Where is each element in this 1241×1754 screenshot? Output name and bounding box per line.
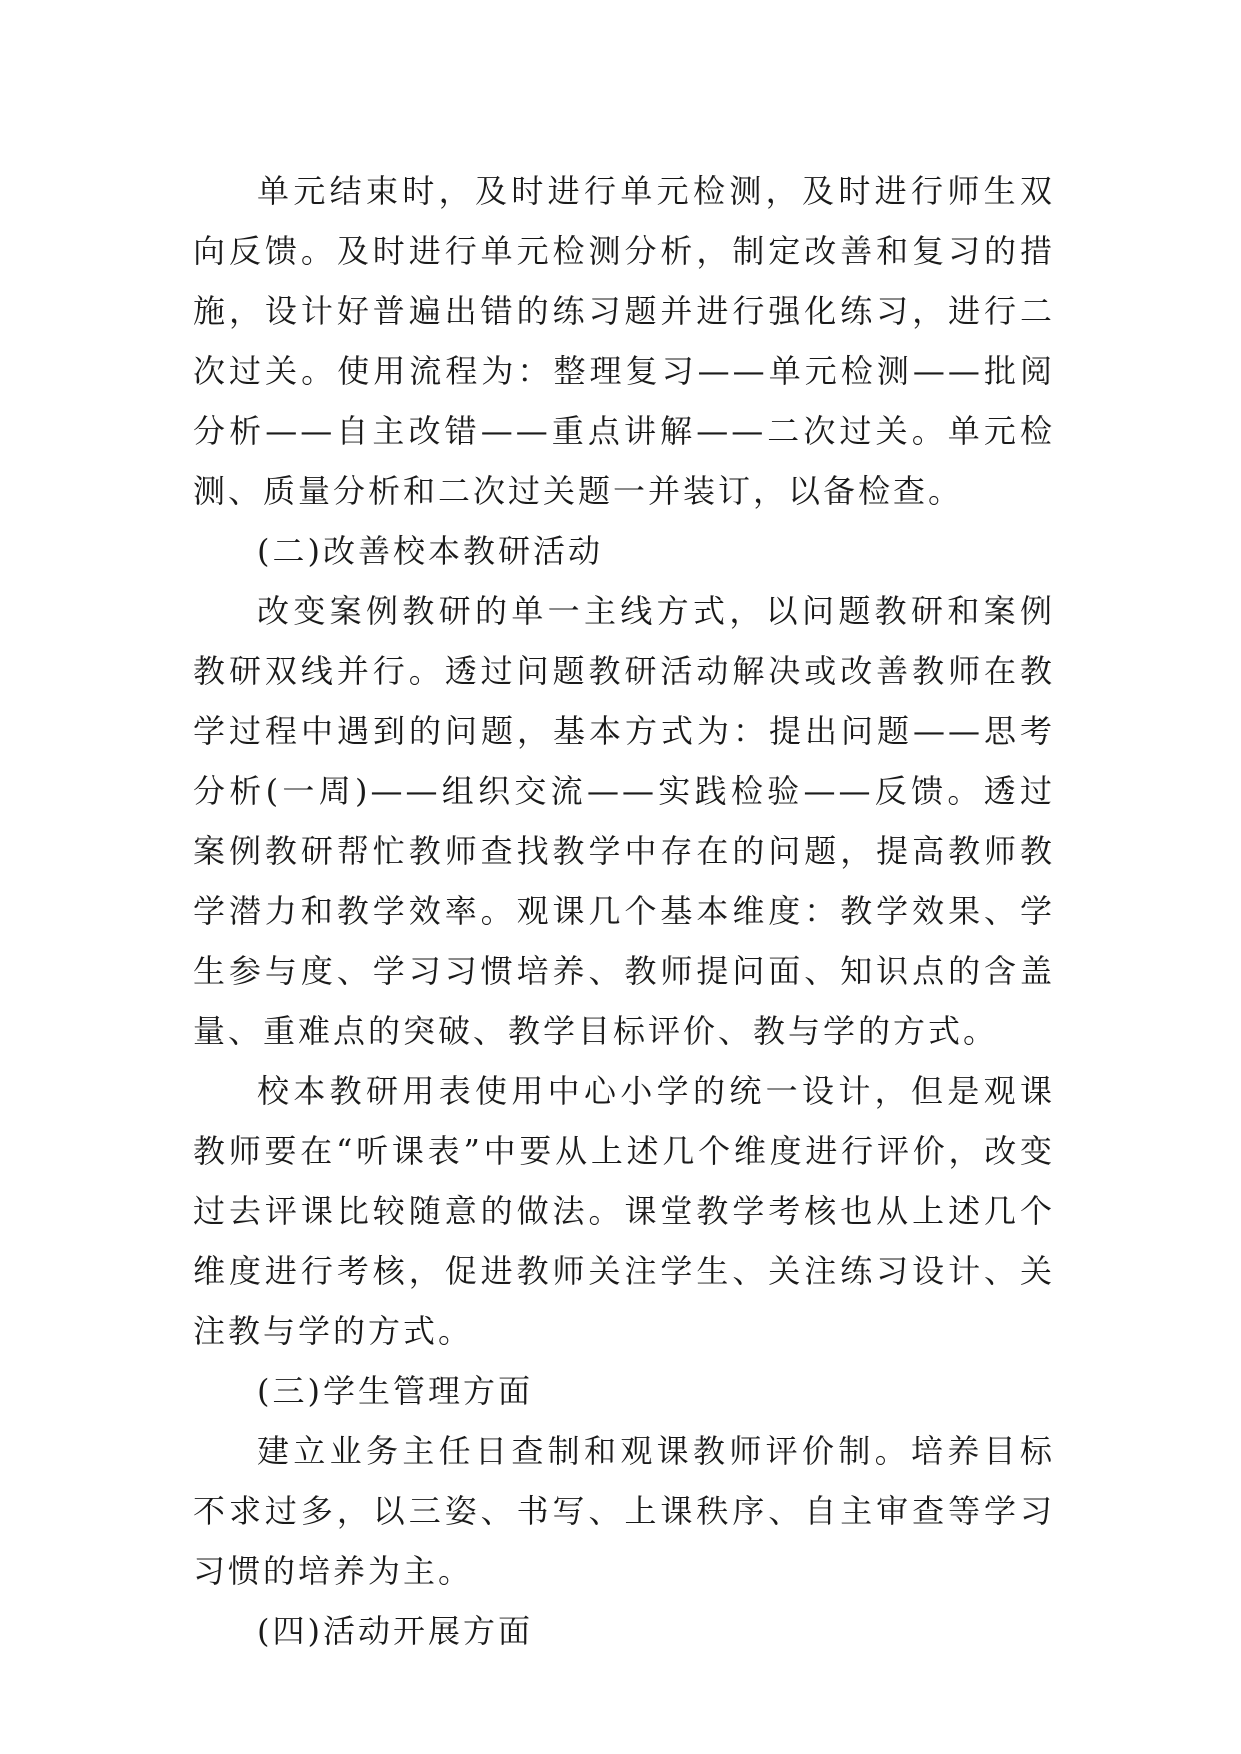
document-body (193, 161, 1055, 1661)
section-heading-student-management: (三)学生管理方面 (257, 1372, 533, 1410)
paragraph-research-methods: 改变案例教研的单一主线方式，以问题教研和案例教研双线并行。透过问题教研活动解决或改善教师在教学过程中遇到的问题，基本方式为：提出问题——思考分析(一周)——组织交流——实践检验——反馈。透过案例教研帮忙教师查找教学中存在的问题，提高教师教学潜力和教学效率。观课几个基本维度：教学效果、学生参与度、学习习惯培养、教师提问面、知识点的含盖量、重难点的突破、教学目标评价、教与学的方式。 (193, 592, 1055, 1050)
paragraph-unit-testing: 单元结束时，及时进行单元检测，及时进行师生双向反馈。及时进行单元检测分析，制定改善和复习的措施，设计好普遍出错的练习题并进行强化练习，进行二次过关。使用流程为：整理复习——单元检测——批阅分析——自主改错——重点讲解——二次过关。单元检测、质量分析和二次过关题一并装订，以备检查。 (193, 172, 1055, 510)
paragraph-observation-forms: 校本教研用表使用中心小学的统一设计，但是观课教师要在“听课表”中要从上述几个维度进行评价，改变过去评课比较随意的做法。课堂教学考核也从上述几个维度进行考核，促进教师关注学生、关注练习设计、关注教与学的方式。 (193, 1072, 1055, 1350)
paragraph-student-habits: 建立业务主任日查制和观课教师评价制。培养目标不求过多，以三姿、书写、上课秩序、自主审查等学习习惯的培养为主。 (193, 1432, 1055, 1590)
section-heading-activities: (四)活动开展方面 (257, 1612, 533, 1650)
section-heading-school-research: (二)改善校本教研活动 (257, 532, 603, 570)
